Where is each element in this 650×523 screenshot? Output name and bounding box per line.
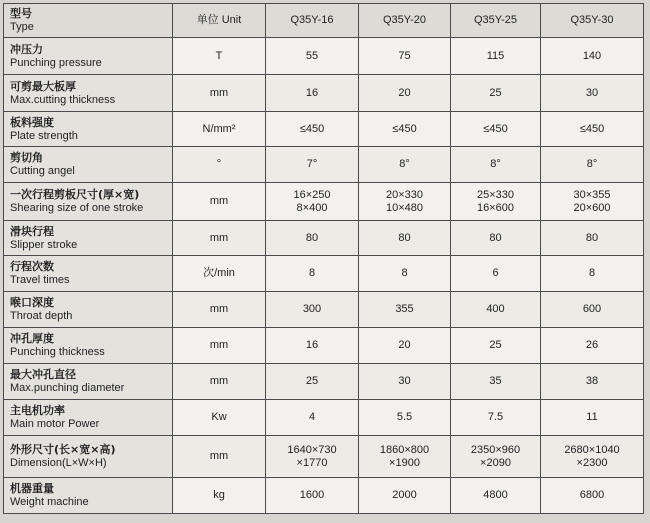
spec-row — [4, 364, 644, 400]
value-cell: 80 — [266, 221, 359, 256]
row-label-en: Max.punching diameter — [10, 382, 125, 394]
value-cell: 2000 — [359, 478, 451, 514]
spec-row — [4, 38, 644, 75]
unit-cell: N/mm² — [173, 112, 266, 147]
row-label-zh: 冲压力 — [10, 42, 43, 56]
row-label-en: Cutting angel — [10, 165, 75, 177]
unit-cell: 次/min — [173, 256, 266, 292]
header-type-zh: 型号 — [10, 7, 32, 20]
value-cell: 355 — [359, 292, 451, 328]
value-cell: 300 — [266, 292, 359, 328]
value-cell: 2350×960 ×2090 — [451, 436, 541, 478]
value-cell: 400 — [451, 292, 541, 328]
row-label-en: Plate strength — [10, 129, 78, 142]
value-cell: 25×330 16×600 — [451, 183, 541, 221]
row-label-zh: 主电机功率 — [10, 404, 65, 417]
value-cell: 8° — [541, 147, 644, 183]
header-model-cell: Q35Y-25 — [451, 4, 541, 38]
row-label-zh: 喉口深度 — [10, 296, 54, 309]
value-cell: 8 — [541, 256, 644, 292]
row-label-en: Shearing size of one stroke — [10, 202, 144, 214]
spec-row — [4, 328, 644, 364]
value-cell: 11 — [541, 400, 644, 436]
value-cell: 8° — [359, 147, 451, 183]
header-model-cell: Q35Y-20 — [359, 4, 451, 38]
value-cell: 80 — [451, 221, 541, 256]
spec-row — [4, 112, 644, 147]
value-cell: 20×330 10×480 — [359, 183, 451, 221]
row-label-cell — [4, 328, 173, 364]
value-cell: ≤450 — [359, 112, 451, 147]
row-label-cell — [4, 183, 173, 221]
value-cell: 4800 — [451, 478, 541, 514]
value-cell: 115 — [451, 38, 541, 75]
row-label-cell — [4, 478, 173, 514]
spec-row — [4, 147, 644, 183]
value-cell: 600 — [541, 292, 644, 328]
row-label-cell — [4, 221, 173, 256]
row-label-cell — [4, 147, 173, 183]
row-label-cell — [4, 38, 173, 75]
value-cell: 1640×730 ×1770 — [266, 436, 359, 478]
unit-cell: kg — [173, 478, 266, 514]
unit-cell: mm — [173, 221, 266, 256]
row-label-cell — [4, 364, 173, 400]
spec-row — [4, 183, 644, 221]
spec-row — [4, 256, 644, 292]
unit-cell: mm — [173, 436, 266, 478]
value-cell: ≤450 — [266, 112, 359, 147]
unit-cell: mm — [173, 75, 266, 112]
row-label-zh: 可剪最大板厚 — [10, 79, 76, 93]
spec-row — [4, 221, 644, 256]
spec-table — [3, 3, 644, 514]
value-cell: 6800 — [541, 478, 644, 514]
value-cell: 8 — [359, 256, 451, 292]
header-type-cell — [4, 4, 173, 38]
value-cell: 35 — [451, 364, 541, 400]
value-cell: 16×250 8×400 — [266, 183, 359, 221]
value-cell: 2680×1040 ×2300 — [541, 436, 644, 478]
unit-cell: ° — [173, 147, 266, 183]
row-label-zh: 冲孔厚度 — [10, 332, 54, 345]
value-cell: 140 — [541, 38, 644, 75]
unit-cell: mm — [173, 292, 266, 328]
row-label-cell — [4, 400, 173, 436]
value-cell: 38 — [541, 364, 644, 400]
row-label-zh: 剪切角 — [10, 151, 43, 164]
value-cell: 1860×800 ×1900 — [359, 436, 451, 478]
unit-cell: mm — [173, 328, 266, 364]
value-cell: 7.5 — [451, 400, 541, 436]
value-cell: 80 — [541, 221, 644, 256]
row-label-cell — [4, 436, 173, 478]
header-model-cell: Q35Y-16 — [266, 4, 359, 38]
value-cell: 1600 — [266, 478, 359, 514]
row-label-zh: 一次行程剪板尺寸(厚×宽) — [10, 188, 140, 201]
value-cell: 16 — [266, 75, 359, 112]
value-cell: 25 — [451, 75, 541, 112]
value-cell: ≤450 — [451, 112, 541, 147]
row-label-en: Travel times — [10, 274, 70, 286]
unit-cell: Kw — [173, 400, 266, 436]
row-label-en: Weight machine — [10, 496, 89, 508]
value-cell: 25 — [451, 328, 541, 364]
spec-row — [4, 75, 644, 112]
value-cell: 30 — [359, 364, 451, 400]
spec-row — [4, 292, 644, 328]
row-label-zh: 滑块行程 — [10, 224, 54, 238]
row-label-cell — [4, 292, 173, 328]
row-label-zh: 行程次数 — [10, 260, 54, 273]
row-label-cell — [4, 75, 173, 112]
unit-cell: mm — [173, 364, 266, 400]
value-cell: 7° — [266, 147, 359, 183]
value-cell: 8 — [266, 256, 359, 292]
value-cell: 80 — [359, 221, 451, 256]
unit-cell: mm — [173, 183, 266, 221]
row-label-zh: 最大冲孔直径 — [10, 368, 76, 381]
value-cell: 75 — [359, 38, 451, 75]
value-cell: 55 — [266, 38, 359, 75]
value-cell: 20 — [359, 328, 451, 364]
value-cell: 30×355 20×600 — [541, 183, 644, 221]
value-cell: 26 — [541, 328, 644, 364]
spec-row — [4, 400, 644, 436]
value-cell: 25 — [266, 364, 359, 400]
row-label-en: Punching pressure — [10, 56, 102, 69]
value-cell: 8° — [451, 147, 541, 183]
row-label-en: Throat depth — [10, 310, 73, 322]
header-type-en: Type — [10, 21, 34, 33]
row-label-zh: 板料强度 — [10, 115, 54, 129]
value-cell: 6 — [451, 256, 541, 292]
row-label-zh: 外形尺寸(长×宽×高) — [10, 443, 116, 456]
header-unit-cell: 单位 Unit — [173, 4, 266, 38]
row-label-en: Main motor Power — [10, 418, 100, 430]
header-model-cell: Q35Y-30 — [541, 4, 644, 38]
value-cell: 16 — [266, 328, 359, 364]
row-label-en: Punching thickness — [10, 346, 105, 358]
row-label-en: Slipper stroke — [10, 238, 78, 251]
row-label-zh: 机器重量 — [10, 482, 54, 495]
spec-row — [4, 436, 644, 478]
value-cell: 30 — [541, 75, 644, 112]
row-label-en: Dimension(L×W×H) — [10, 457, 107, 469]
unit-cell: T — [173, 38, 266, 75]
value-cell: 4 — [266, 400, 359, 436]
value-cell: ≤450 — [541, 112, 644, 147]
spec-row — [4, 478, 644, 514]
value-cell: 5.5 — [359, 400, 451, 436]
row-label-cell — [4, 256, 173, 292]
row-label-cell — [4, 112, 173, 147]
header-row — [4, 4, 644, 38]
row-label-en: Max.cutting thickness — [10, 93, 116, 106]
value-cell: 20 — [359, 75, 451, 112]
